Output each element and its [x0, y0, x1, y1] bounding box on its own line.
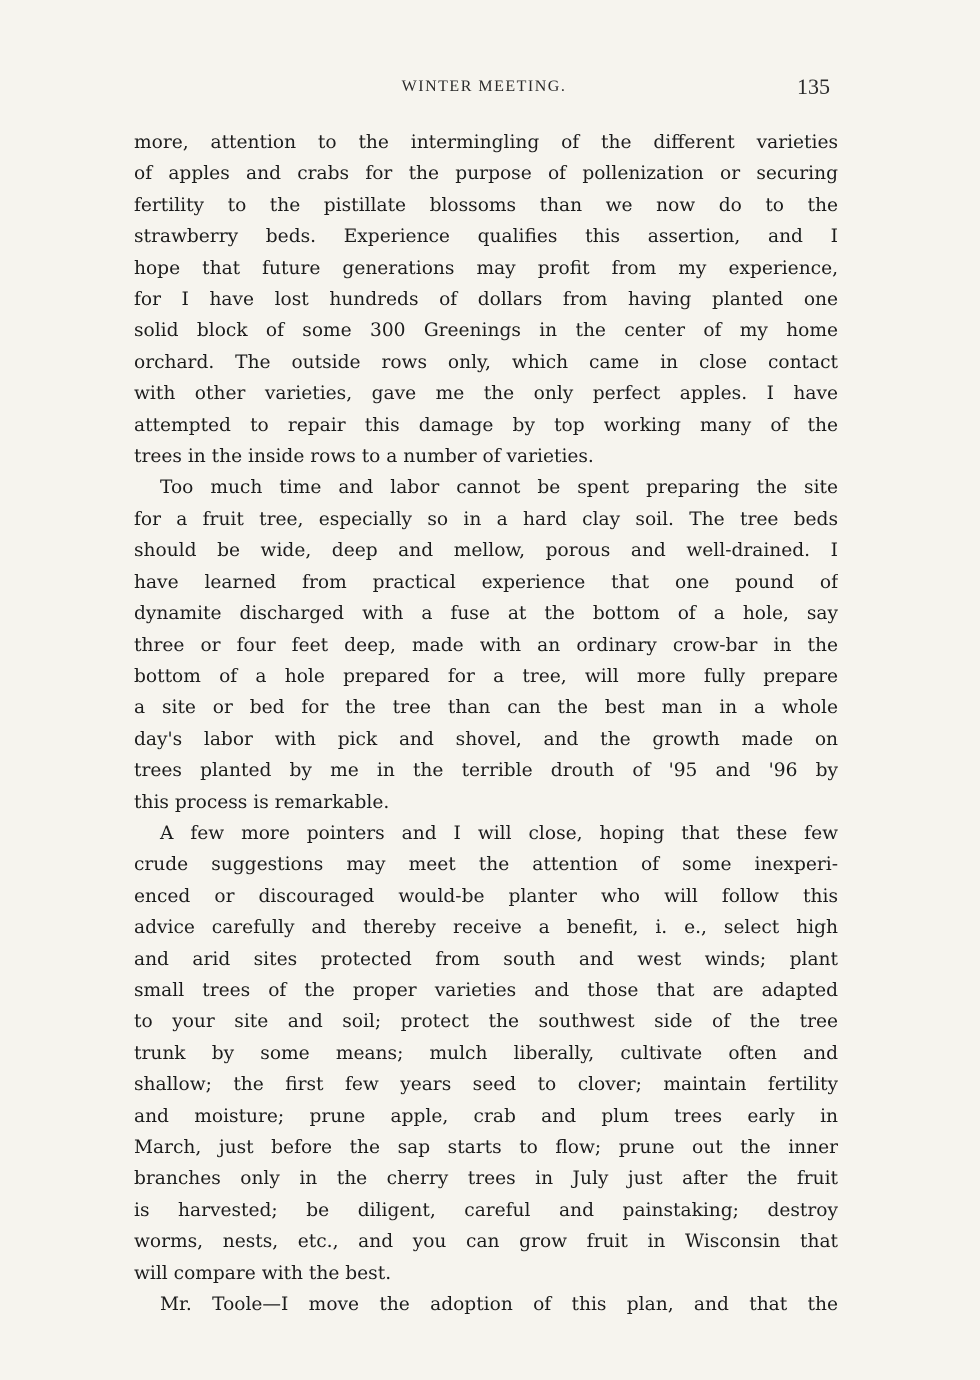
page-number: 135	[797, 74, 830, 99]
text-line: shallow; the first few years seed to clover; maintain fertility	[134, 1074, 838, 1096]
paragraph	[134, 818, 838, 1289]
body-text	[134, 127, 838, 1320]
text-line: will compare with the best.	[134, 1262, 392, 1284]
paragraph	[134, 127, 838, 472]
text-line: Too much time and labor cannot be spent preparing the site	[160, 477, 838, 499]
text-line: to your site and soil; protect the southwest side of the tree	[134, 1011, 838, 1033]
text-line: fertility to the pistillate blossoms than we now do to the	[134, 194, 838, 216]
text-line: bottom of a hole prepared for a tree, will more fully prepare	[134, 665, 838, 687]
text-line: orchard. The outside rows only, which came in close contact	[134, 351, 838, 373]
text-line: three or four feet deep, made with an ordinary crow-bar in the	[134, 634, 838, 656]
text-line: this process is remarkable.	[134, 791, 390, 813]
text-line: day's labor with pick and shovel, and the growth made on	[134, 728, 838, 750]
paragraph	[134, 472, 838, 817]
text-line: attempted to repair this damage by top working many of the	[134, 414, 838, 436]
text-line: hope that future generations may profit from my experience,	[134, 257, 838, 279]
text-line: dynamite discharged with a fuse at the bottom of a hole, say	[134, 603, 838, 625]
text-line: worms, nests, etc., and you can grow fruit in Wisconsin that	[134, 1231, 838, 1253]
paragraph	[134, 1289, 838, 1320]
text-line: more, attention to the intermingling of the different varieties	[134, 132, 838, 153]
text-line: for a fruit tree, especially so in a hard clay soil. The tree beds	[134, 508, 838, 530]
text-line: enced or discouraged would-be planter who will follow this	[134, 885, 838, 907]
text-line: trees in the inside rows to a number of varieties.	[134, 446, 594, 468]
text-line: trunk by some means; mulch liberally, cultivate often and	[134, 1042, 838, 1064]
text-line: a site or bed for the tree than can the best man in a whole	[134, 697, 838, 719]
text-line: solid block of some 300 Greenings in the center of my home	[134, 320, 838, 342]
text-line: Mr. Toole—I move the adoption of this plan, and that the	[160, 1294, 838, 1316]
text-line: of apples and crabs for the purpose of pollenization or securing	[134, 163, 838, 185]
text-line: and arid sites protected from south and west winds; plant	[134, 948, 838, 970]
text-line: branches only in the cherry trees in July just after the fruit	[134, 1168, 838, 1190]
text-line: advice carefully and thereby receive a benefit, i. e., select high	[134, 917, 838, 939]
text-line: with other varieties, gave me the only perfect apples. I have	[134, 383, 838, 405]
text-line: March, just before the sap starts to flow; prune out the inner	[134, 1137, 838, 1158]
text-line: and moisture; prune apple, crab and plum trees early in	[134, 1105, 838, 1127]
running-head	[134, 74, 834, 100]
text-line: should be wide, deep and mellow, porous and well-drained. I	[134, 540, 838, 562]
text-line: for I have lost hundreds of dollars from having planted one	[134, 289, 838, 311]
text-line: have learned from practical experience that one pound of	[134, 571, 838, 593]
text-line: crude suggestions may meet the attention of some inexperi-	[134, 854, 838, 876]
running-title: WINTER MEETING.	[401, 78, 567, 95]
text-line: trees planted by me in the terrible drouth of '95 and '96 by	[134, 760, 838, 782]
text-line: small trees of the proper varieties and those that are adapted	[134, 979, 838, 1001]
text-line: strawberry beds. Experience qualifies this assertion, and I	[134, 226, 838, 248]
text-line: is harvested; be diligent, careful and painstaking; destroy	[134, 1199, 838, 1221]
text-line: A few more pointers and I will close, hoping that these few	[160, 822, 838, 844]
